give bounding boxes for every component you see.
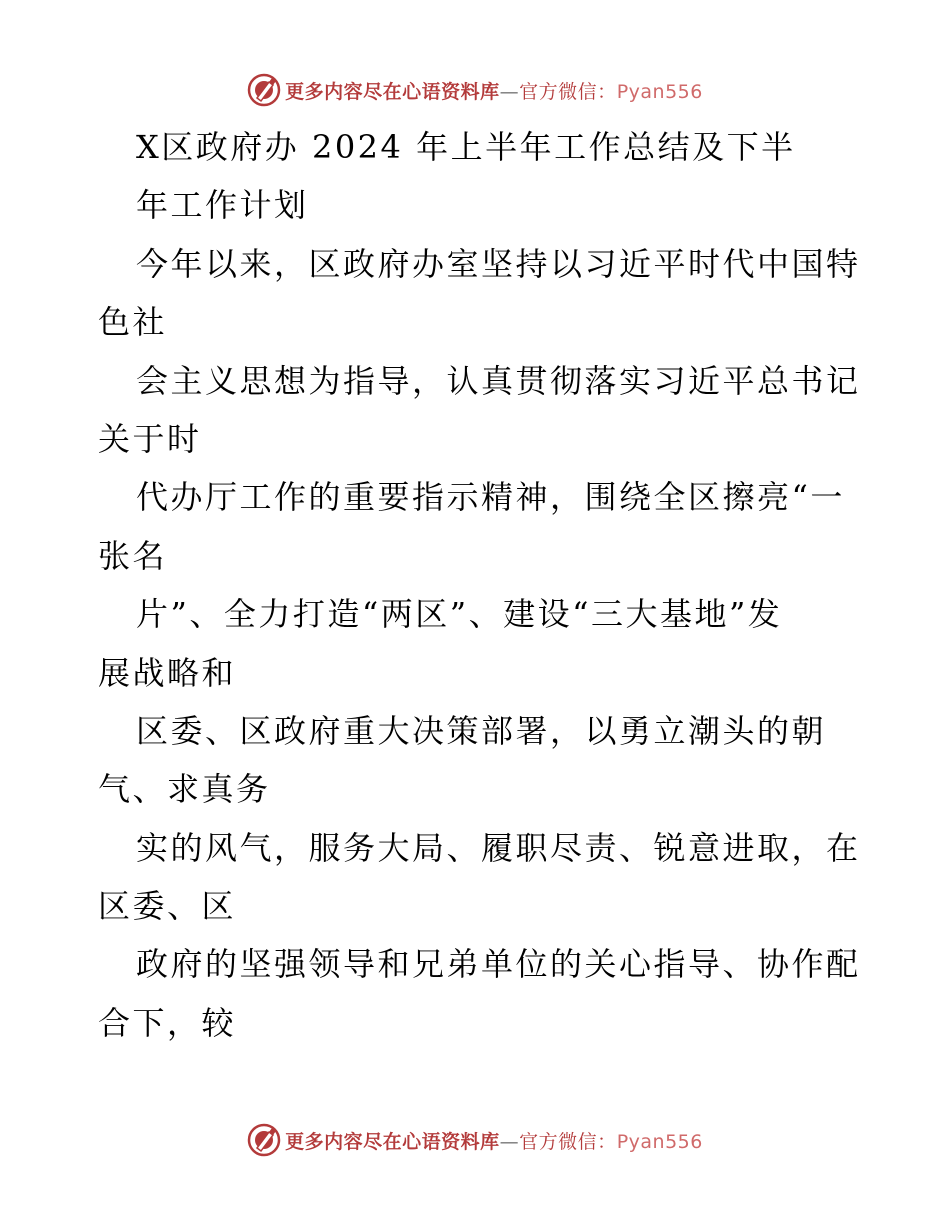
header-banner-text — [285, 77, 703, 104]
footer-banner — [0, 1120, 950, 1160]
paragraph-line: 张名 — [98, 536, 168, 575]
footer-wechat-id: Pyan556 — [616, 1130, 703, 1153]
footer-wechat-label: 官方微信： — [519, 1130, 617, 1153]
paragraph-line: 气、求真务 — [98, 770, 271, 809]
header-banner — [0, 70, 950, 110]
header-site-name: 更多内容尽在心语资料库 — [285, 80, 500, 103]
paragraph-line: 展战略和 — [98, 653, 237, 692]
document-title-line-2: 年工作计划 — [136, 186, 309, 225]
footer-dash: — — [499, 1130, 520, 1153]
header-dash: — — [499, 80, 520, 103]
paragraph-line: 实的风气，服务大局、履职尽责、锐意进取，在 — [136, 828, 861, 867]
pen-logo-icon — [247, 1123, 281, 1157]
document-body — [98, 118, 861, 1052]
header-wechat-label: 官方微信： — [519, 80, 617, 103]
paragraph-line: 区委、区 — [98, 887, 237, 926]
paragraph-line: 代办厅工作的重要指示精神，围绕全区擦亮“一 — [136, 478, 845, 517]
footer-site-name: 更多内容尽在心语资料库 — [285, 1130, 500, 1153]
header-wechat-id: Pyan556 — [616, 80, 703, 103]
document-title-line-1: X区政府办 2024 年上半年工作总结及下半 — [136, 128, 796, 166]
paragraph-line: 色社 — [98, 303, 168, 342]
paragraph-line: 片”、全力打造“两区”、建设“三大基地”发 — [136, 595, 783, 634]
paragraph-line: 区委、区政府重大决策部署，以勇立潮头的朝 — [136, 711, 827, 750]
paragraph-line: 今年以来，区政府办室坚持以习近平时代中国特 — [136, 244, 861, 283]
pen-logo-icon — [247, 73, 281, 107]
paragraph-line: 政府的坚强领导和兄弟单位的关心指导、协作配 — [136, 945, 861, 984]
paragraph-line: 合下，较 — [98, 1003, 237, 1042]
paragraph-line: 关于时 — [98, 419, 202, 458]
footer-banner-text — [285, 1127, 703, 1154]
paragraph-line: 会主义思想为指导，认真贯彻落实习近平总书记 — [136, 361, 861, 400]
